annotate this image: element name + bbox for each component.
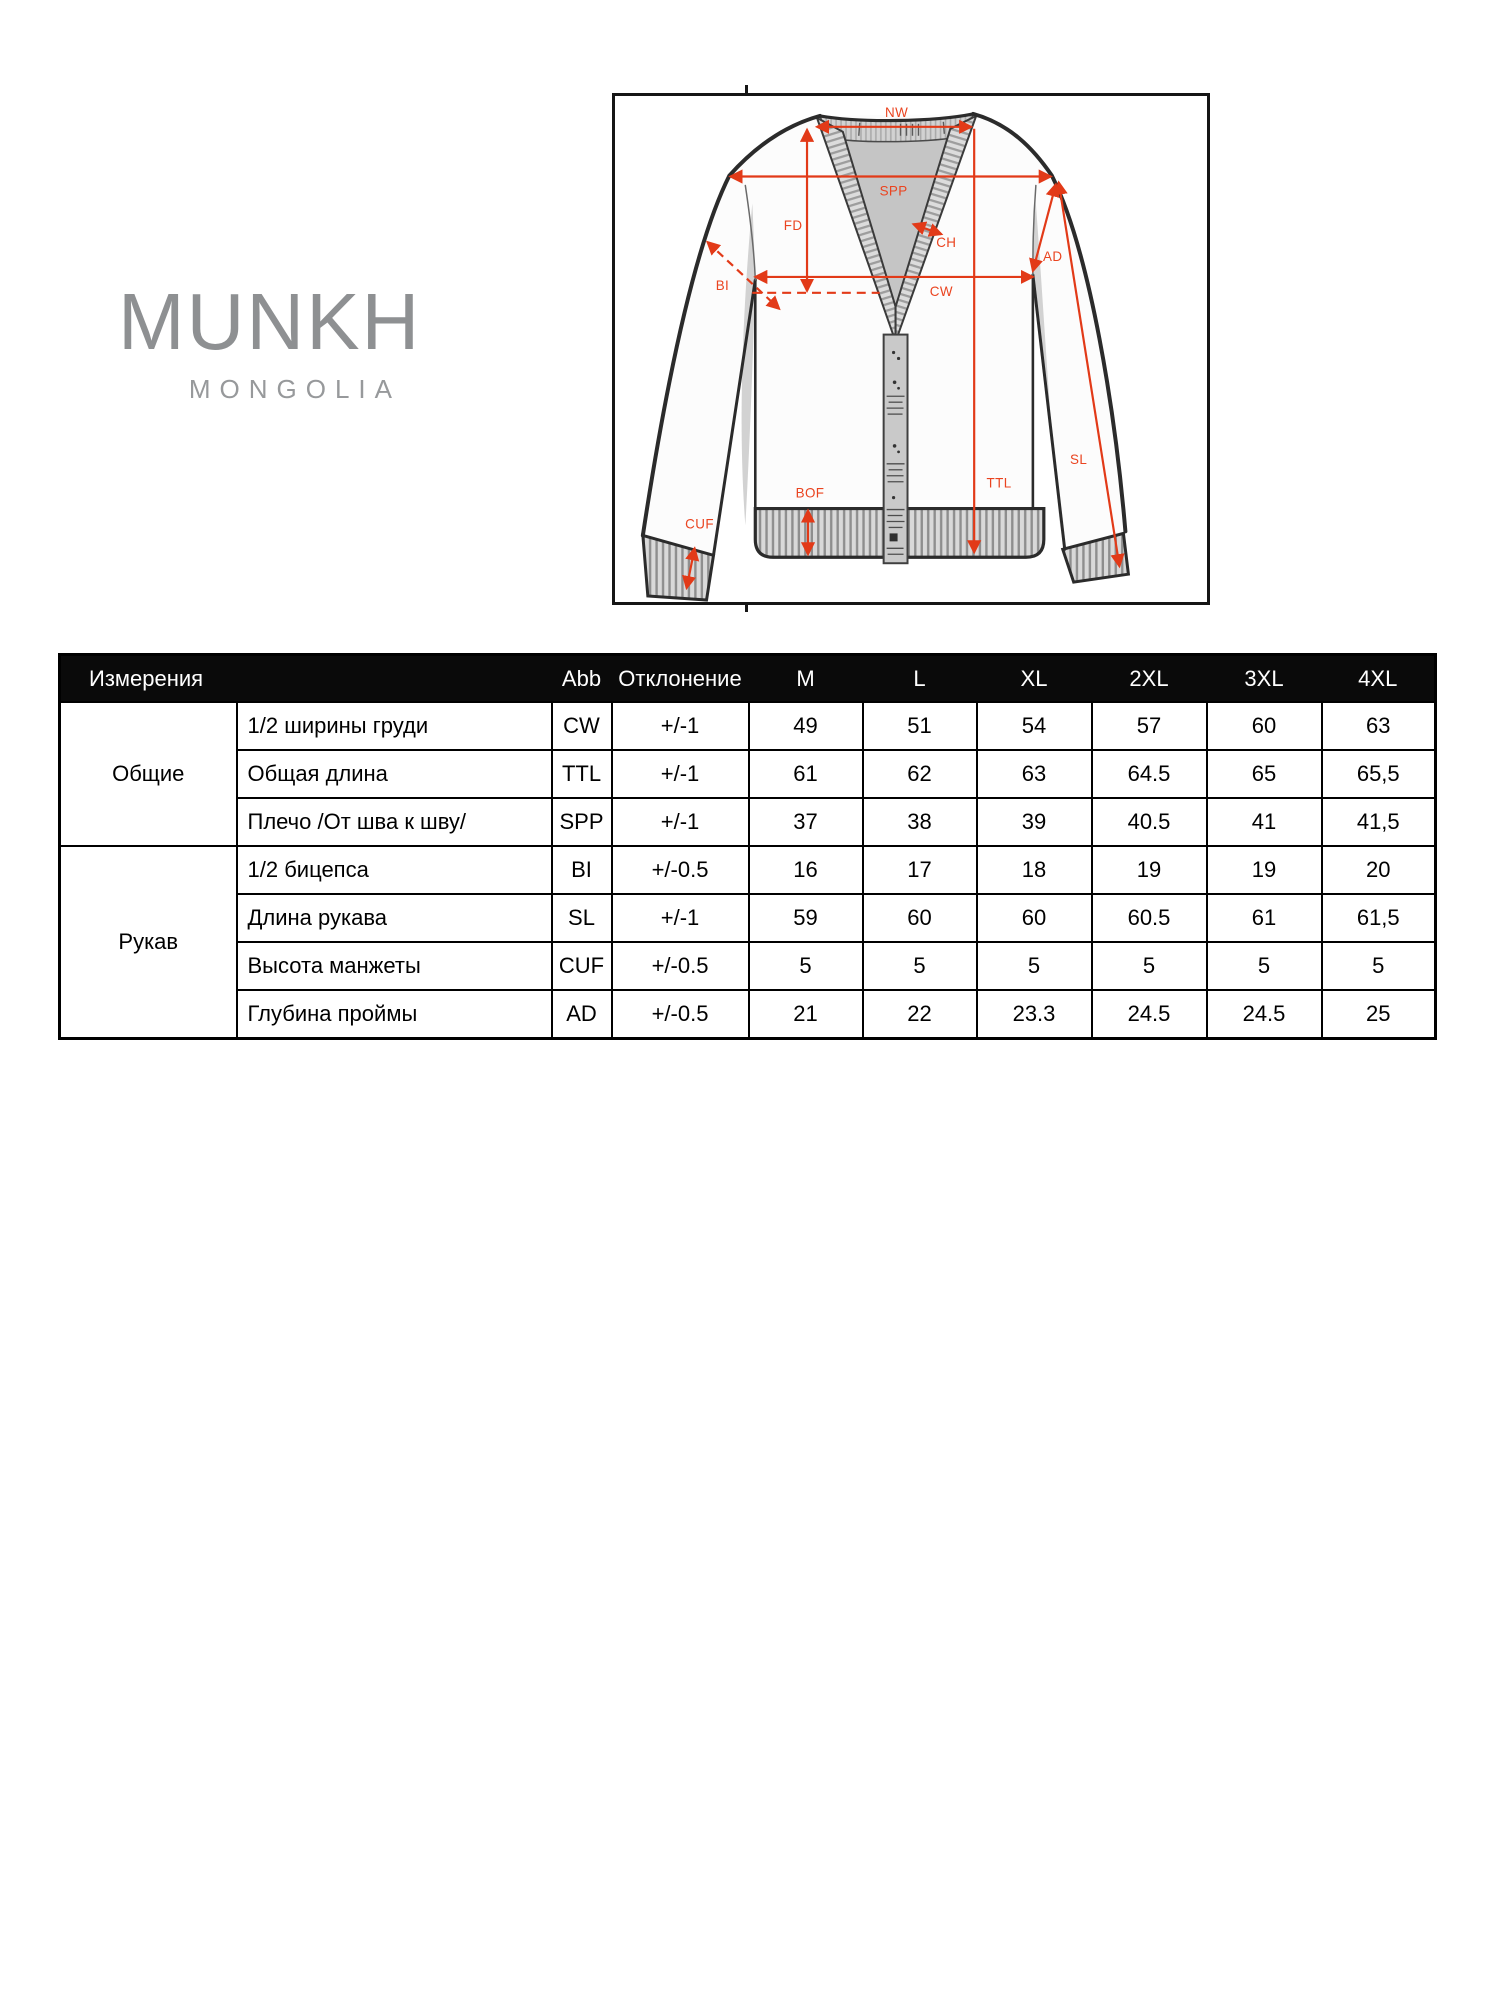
value-cell: 25 — [1322, 990, 1436, 1039]
value-cell: 61 — [749, 750, 863, 798]
tolerance-cell: +/-0.5 — [612, 846, 749, 894]
value-cell: 63 — [1322, 702, 1436, 750]
value-cell: 51 — [863, 702, 977, 750]
col-header-size-3xl: 3XL — [1207, 655, 1322, 703]
value-cell: 5 — [1092, 942, 1207, 990]
value-cell: 63 — [977, 750, 1092, 798]
diagram-label-fd: FD — [783, 218, 803, 234]
value-cell: 41 — [1207, 798, 1322, 846]
brand-logo — [118, 277, 422, 405]
value-cell: 61 — [1207, 894, 1322, 942]
measurement-name-cell: Высота манжеты — [237, 942, 552, 990]
garment-diagram-frame — [612, 93, 1210, 605]
tolerance-cell: +/-0.5 — [612, 942, 749, 990]
measurement-name-cell: Длина рукава — [237, 894, 552, 942]
abb-cell: CW — [552, 702, 612, 750]
diagram-label-cw: CW — [929, 283, 953, 299]
abb-cell: CUF — [552, 942, 612, 990]
value-cell: 38 — [863, 798, 977, 846]
col-header-measurements: Измерения — [60, 655, 552, 703]
abb-cell: AD — [552, 990, 612, 1039]
table-row — [60, 894, 1436, 942]
diagram-label-sl: SL — [1070, 451, 1088, 467]
table-row — [60, 798, 1436, 846]
group-cell-general: Общие — [60, 702, 237, 846]
measurement-name-cell: 1/2 бицепса — [237, 846, 552, 894]
value-cell: 64.5 — [1092, 750, 1207, 798]
table-row — [60, 846, 1436, 894]
value-cell: 61,5 — [1322, 894, 1436, 942]
col-header-tolerance: Отклонение — [612, 655, 749, 703]
measurement-name-cell: 1/2 ширины груди — [237, 702, 552, 750]
col-header-size-4xl: 4XL — [1322, 655, 1436, 703]
tolerance-cell: +/-0.5 — [612, 990, 749, 1039]
col-header-size-xl: XL — [977, 655, 1092, 703]
measurement-name-cell: Глубина проймы — [237, 990, 552, 1039]
abb-cell: SL — [552, 894, 612, 942]
value-cell: 60 — [1207, 702, 1322, 750]
tolerance-cell: +/-1 — [612, 798, 749, 846]
value-cell: 40.5 — [1092, 798, 1207, 846]
col-header-abb: Abb — [552, 655, 612, 703]
value-cell: 41,5 — [1322, 798, 1436, 846]
value-cell: 5 — [1322, 942, 1436, 990]
diagram-label-nw: NW — [884, 104, 909, 120]
tolerance-cell: +/-1 — [612, 894, 749, 942]
cardigan-technical-drawing — [615, 96, 1207, 602]
group-cell-sleeve: Рукав — [60, 846, 237, 1039]
diagram-label-bof: BOF — [795, 485, 825, 501]
diagram-label-cuf: CUF — [685, 516, 714, 532]
value-cell: 54 — [977, 702, 1092, 750]
value-cell: 5 — [749, 942, 863, 990]
value-cell: 62 — [863, 750, 977, 798]
size-spec-table — [58, 653, 1437, 1040]
diagram-label-ch: CH — [936, 235, 957, 251]
table-row — [60, 990, 1436, 1039]
value-cell: 57 — [1092, 702, 1207, 750]
value-cell: 60.5 — [1092, 894, 1207, 942]
col-header-size-l: L — [863, 655, 977, 703]
table-row — [60, 750, 1436, 798]
tolerance-cell: +/-1 — [612, 750, 749, 798]
value-cell: 5 — [863, 942, 977, 990]
value-cell: 23.3 — [977, 990, 1092, 1039]
brand-name: MUNKH — [118, 277, 422, 366]
value-cell: 5 — [1207, 942, 1322, 990]
abb-cell: BI — [552, 846, 612, 894]
value-cell: 16 — [749, 846, 863, 894]
abb-cell: TTL — [552, 750, 612, 798]
value-cell: 22 — [863, 990, 977, 1039]
brand-subtitle: MONGOLIA — [188, 374, 401, 404]
diagram-label-bi: BI — [715, 277, 730, 293]
button-placket — [884, 335, 908, 564]
value-cell: 18 — [977, 846, 1092, 894]
value-cell: 21 — [749, 990, 863, 1039]
table-row — [60, 942, 1436, 990]
col-header-size-2xl: 2XL — [1092, 655, 1207, 703]
value-cell: 65 — [1207, 750, 1322, 798]
value-cell: 37 — [749, 798, 863, 846]
value-cell: 60 — [863, 894, 977, 942]
value-cell: 19 — [1092, 846, 1207, 894]
diagram-label-ad: AD — [1043, 249, 1063, 265]
value-cell: 19 — [1207, 846, 1322, 894]
diagram-label-spp: SPP — [879, 183, 908, 199]
sleeve-left — [643, 176, 755, 556]
tolerance-cell: +/-1 — [612, 702, 749, 750]
value-cell: 24.5 — [1207, 990, 1322, 1039]
value-cell: 60 — [977, 894, 1092, 942]
abb-cell: SPP — [552, 798, 612, 846]
value-cell: 39 — [977, 798, 1092, 846]
measurement-name-cell: Общая длина — [237, 750, 552, 798]
col-header-size-m: M — [749, 655, 863, 703]
value-cell: 49 — [749, 702, 863, 750]
value-cell: 24.5 — [1092, 990, 1207, 1039]
table-row — [60, 702, 1436, 750]
value-cell: 59 — [749, 894, 863, 942]
value-cell: 5 — [977, 942, 1092, 990]
value-cell: 17 — [863, 846, 977, 894]
diagram-label-ttl: TTL — [986, 475, 1012, 491]
table-header-row — [60, 655, 1436, 703]
value-cell: 65,5 — [1322, 750, 1436, 798]
measurement-name-cell: Плечо /От шва к шву/ — [237, 798, 552, 846]
value-cell: 20 — [1322, 846, 1436, 894]
